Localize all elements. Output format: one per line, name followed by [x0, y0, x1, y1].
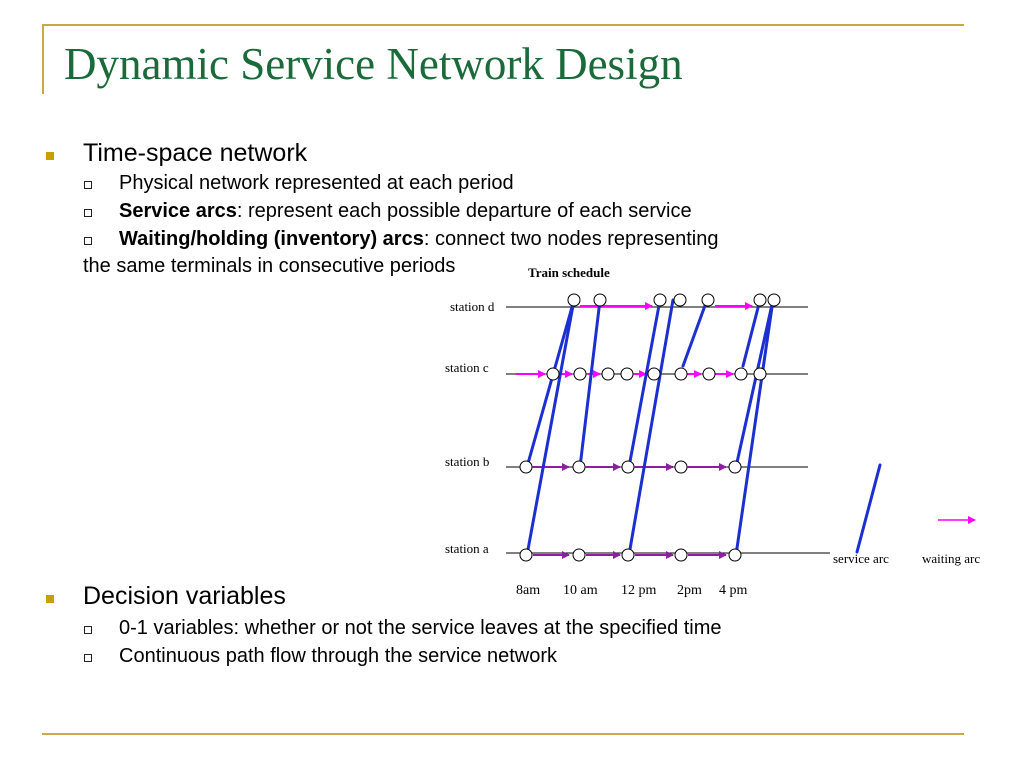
node: [574, 368, 586, 380]
node: [675, 461, 687, 473]
diagram-caption: Train schedule: [528, 265, 610, 280]
legend-service-arc-label: service arc: [833, 551, 889, 566]
bullet-time-space-network: Time-space network: [83, 139, 308, 167]
service-arc: [527, 300, 574, 555]
station-label-a: station a: [445, 541, 489, 556]
sub-bullet-binary-variables: 0-1 variables: whether or not the service leaves at the specified time: [119, 617, 722, 639]
node: [702, 294, 714, 306]
node: [729, 461, 741, 473]
node: [674, 294, 686, 306]
time-label: 4 pm: [719, 583, 748, 598]
time-label: 2pm: [677, 583, 702, 598]
waiting-arcs: [516, 306, 752, 374]
sub-bullet-marker: [84, 654, 92, 662]
station-label-c: station c: [445, 360, 489, 375]
sub-bullet-bold: Service arcs: [119, 200, 237, 222]
service-arc: [736, 300, 773, 555]
time-label: 10 am: [563, 583, 598, 598]
node: [568, 294, 580, 306]
node: [654, 294, 666, 306]
sub-bullet-path-flow: Continuous path flow through the service network: [119, 645, 558, 667]
sub-bullet-text: Physical network represented at each period: [119, 172, 514, 194]
node: [621, 368, 633, 380]
node: [729, 549, 741, 561]
sub-bullet-text: : represent each possible departure of each service: [236, 200, 692, 222]
node: [622, 461, 634, 473]
time-label: 12 pm: [621, 583, 657, 598]
service-arc: [580, 300, 600, 467]
sub-bullet-continuation: the same terminals in consecutive periods: [83, 255, 456, 277]
sub-bullet-marker: [84, 626, 92, 634]
node: [703, 368, 715, 380]
legend-waiting-arc-label: waiting arc: [922, 551, 981, 566]
time-label: 8am: [516, 583, 541, 598]
node: [573, 461, 585, 473]
service-arc: [527, 300, 574, 467]
station-label-b: station b: [445, 454, 490, 469]
service-arc: [743, 300, 760, 366]
node: [754, 294, 766, 306]
node: [520, 549, 532, 561]
node: [735, 368, 747, 380]
bullet-decision-variables: Decision variables: [83, 582, 286, 610]
node: [622, 549, 634, 561]
waiting-arcs-dark: [533, 467, 726, 555]
sub-bullet-bold: Waiting/holding (inventory) arcs: [119, 228, 424, 250]
node: [675, 368, 687, 380]
legend-service-arc-line: [857, 465, 880, 552]
node: [520, 461, 532, 473]
node: [754, 368, 766, 380]
node: [573, 549, 585, 561]
node: [675, 549, 687, 561]
sub-bullet-text: : connect two nodes representing: [423, 228, 719, 250]
node: [594, 294, 606, 306]
service-arcs: [527, 300, 880, 555]
node: [648, 368, 660, 380]
station-label-d: station d: [450, 299, 495, 314]
node: [547, 368, 559, 380]
node: [768, 294, 780, 306]
node: [602, 368, 614, 380]
service-arc: [629, 300, 660, 467]
service-arc: [683, 300, 707, 366]
slide-title: Dynamic Service Network Design: [64, 39, 683, 89]
bullet-marker: [46, 595, 54, 603]
